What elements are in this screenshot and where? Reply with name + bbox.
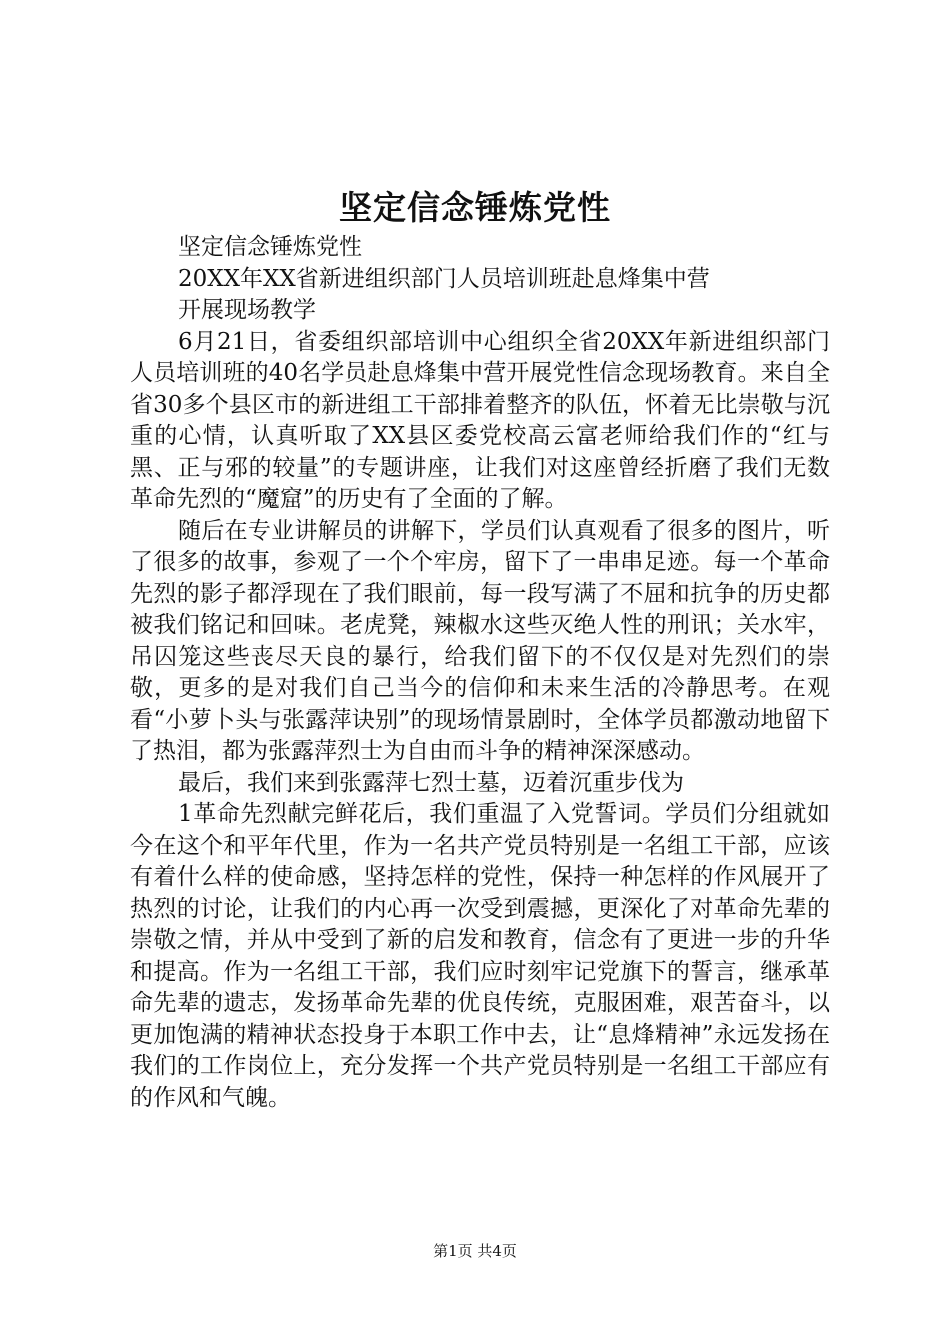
paragraph: 最后，我们来到张露萍七烈士墓，迈着沉重步伐为 [178,769,684,796]
document-title: 坚定信念锤炼党性 [339,188,611,227]
paragraph: 20XX年XX省新进组织部门人员培训班赴息烽集中营 [178,265,710,292]
page-number-footer: 第1页 共4页 [433,1242,517,1260]
paragraph: 随后在专业讲解员的讲解下，学员们认真观看了很多的图片，听了很多的故事，参观了一个个牢房，留下了一串串足迹。每一个革命先烈的影子都浮现在了我们眼前，每一段写满了不屈和抗争的历史都被我们铭记和回味。老虎凳，辣椒水这些灭绝人性的刑讯；关水牢，吊囚笼这些丧尽天良的暴行，给我们留下的不仅仅是对先烈们的崇敬，更多的是对我们自己当今的信仰和未来生活的冷静思考。在观看“小萝卜头与张露萍诀别”的现场情景剧时，全体学员都激动地留下了热泪，都为张露萍烈士为自由而斗争的精神深深感动。 [130,517,830,764]
document-body [130,232,830,1114]
paragraph: 坚定信念锤炼党性 [178,234,362,260]
paragraph: 6月21日，省委组织部培训中心组织全省20XX年新进组织部门人员培训班的40名学员赴息烽集中营开展党性信念现场教育。来自全省30多个县区市的新进组工干部排着整齐的队伍，怀着无比崇敬与沉重的心情，认真听取了XX县区委党校高云富老师给我们作的“红与黑、正与邪的较量”的专题讲座，让我们对这座曾经折磨了我们无数革命先烈的“魔窟”的历史有了全面的了解。 [130,328,830,512]
paragraph: 1革命先烈献完鲜花后，我们重温了入党誓词。学员们分组就如今在这个和平年代里，作为一名共产党员特别是一名组工干部，应该有着什么样的使命感，坚持怎样的党性，保持一种怎样的作风展开了热烈的讨论，让我们的内心再一次受到震撼，更深化了对革命先辈的崇敬之情，并从中受到了新的启发和教育，信念有了更进一步的升华和提高。作为一名组工干部，我们应时刻牢记党旗下的誓言，继承革命先辈的遗志，发扬革命先辈的优良传统，克服困难，艰苦奋斗，以更加饱满的精神状态投身于本职工作中去，让“息烽精神”永远发扬在我们的工作岗位上，充分发挥一个共产党员特别是一名组工干部应有的作风和气魄。 [130,801,830,1111]
paragraph: 开展现场教学 [178,297,316,323]
